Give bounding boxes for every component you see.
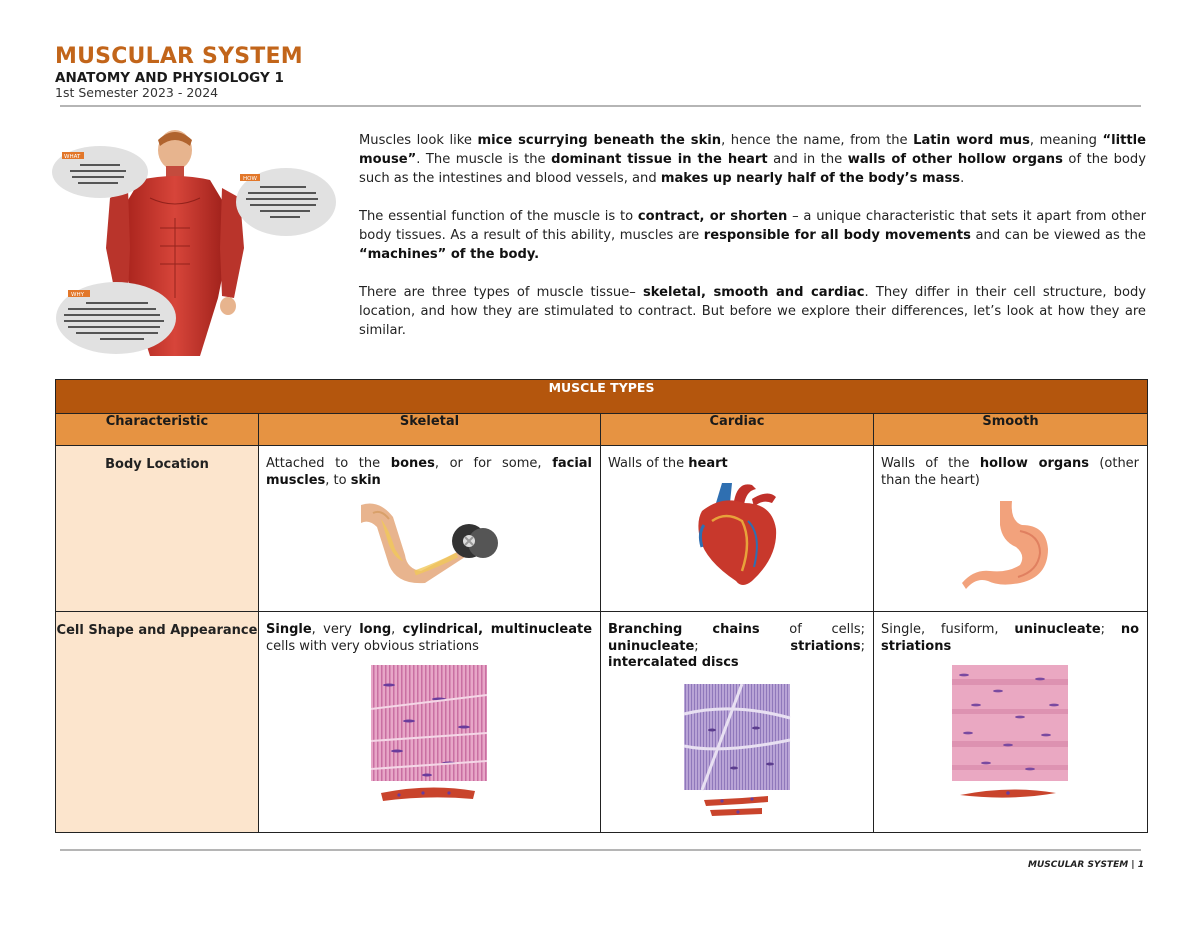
cell-text: Attached to the bones, or for some, facial muscles, to skin (266, 456, 593, 488)
cell-cardiac-location (601, 446, 874, 612)
footer-divider (60, 849, 1141, 851)
muscular-man-illustration (50, 128, 340, 356)
cell-cardiac-shape (601, 612, 874, 833)
cardiac-muscle-micrograph (682, 684, 792, 824)
smooth-muscle-micrograph (950, 665, 1070, 805)
callout-why-tag: WHY (71, 292, 84, 298)
callout-how-tag: HOW (243, 176, 257, 182)
stomach-image (960, 499, 1060, 593)
col-header-cardiac: Cardiac (601, 414, 874, 446)
muscle-types-table (55, 379, 1148, 833)
row-label-cell-shape: Cell Shape and Appearance (56, 612, 259, 833)
cell-skeletal-location (259, 446, 601, 612)
document-header (55, 44, 303, 100)
col-header-skeletal: Skeletal (259, 414, 601, 446)
cell-text: Branching chains of cells; uninucleate; striations; intercalated discs (608, 622, 865, 670)
intro-text (359, 131, 1146, 359)
table-title: MUSCLE TYPES (56, 380, 1148, 414)
flexed-arm-dumbbell-image (359, 499, 499, 585)
cell-text: Walls of the heart (608, 456, 728, 471)
page-title: MUSCULAR SYSTEM (55, 44, 303, 69)
col-header-characteristic: Characteristic (56, 414, 259, 446)
cell-text: Single, very long, cylindrical, multinucleate cells with very obvious striations (266, 622, 593, 654)
heart-image (692, 481, 782, 589)
table-row (56, 612, 1148, 833)
page-subtitle: ANATOMY AND PHYSIOLOGY 1 (55, 70, 284, 86)
cell-smooth-location (874, 446, 1148, 612)
skeletal-muscle-micrograph (369, 665, 489, 805)
intro-paragraph-2: The essential function of the muscle is to contract, or shorten – a unique characteristic that sets it apart from other body tissues. As a result of this ability, muscles are responsible for all body movements and can be viewed as the “machines” of the body. (359, 209, 1146, 262)
intro-paragraph-1: Muscles look like mice scurrying beneath the skin, hence the name, from the Latin word mus, meaning “little mouse”. The muscle is the dominant tissue in the heart and in the walls of other hollow organs of the body such as the intestines and blood vessels, and makes up nearly half of the body’s mass. (359, 133, 1147, 186)
callout-what-tag: WHAT (64, 154, 81, 160)
intro-paragraph-3: There are three types of muscle tissue– skeletal, smooth and cardiac. They differ in their cell structure, body location, and how they are stimulated to contract. But before we explore their differences, let’s look at how they are similar. (359, 285, 1147, 338)
row-label-body-location: Body Location (56, 446, 259, 612)
cell-skeletal-shape (259, 612, 601, 833)
cell-text: Walls of the hollow organs (other than the heart) (881, 456, 1140, 488)
cell-smooth-shape (874, 612, 1148, 833)
table-row (56, 446, 1148, 612)
header-divider (60, 105, 1141, 107)
page-footer: MUSCULAR SYSTEM | 1 (1028, 860, 1144, 870)
cell-text: Single, fusiform, uninucleate; no striations (881, 622, 1140, 654)
semester-label: 1st Semester 2023 - 2024 (55, 85, 219, 100)
col-header-smooth: Smooth (874, 414, 1148, 446)
